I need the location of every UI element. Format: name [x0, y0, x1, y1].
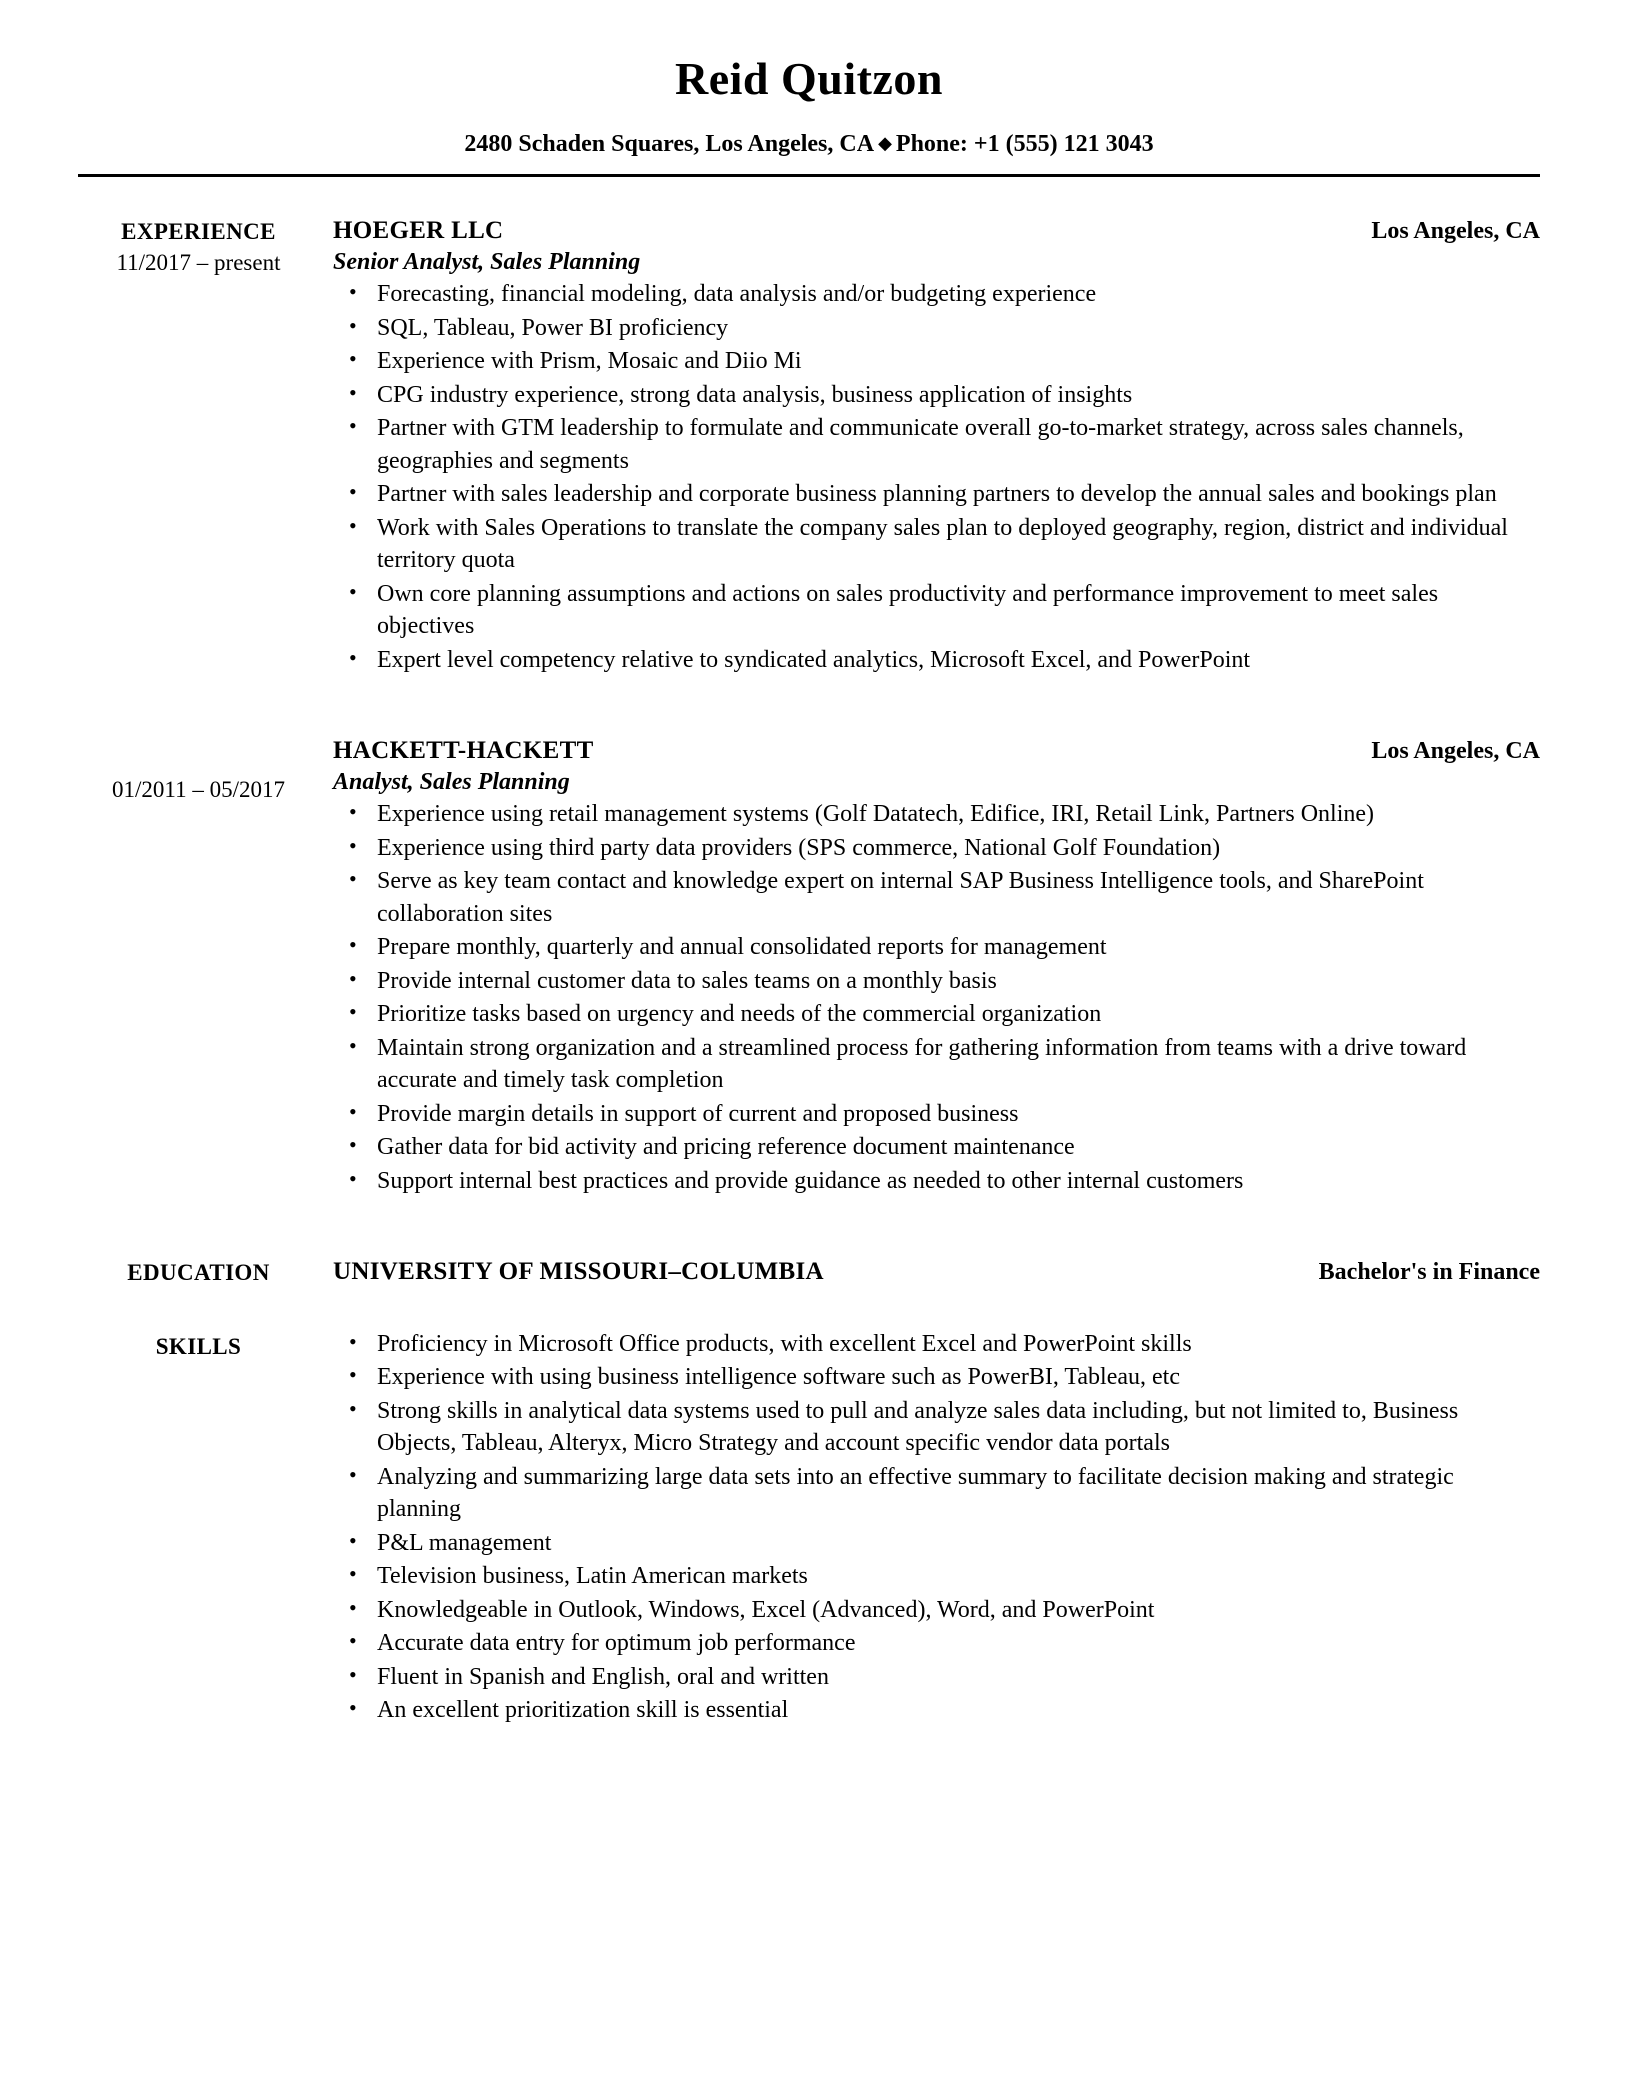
job-1-bullet-list — [333, 278, 1540, 676]
skills-details — [333, 1328, 1540, 1728]
list-item: • Television business, Latin American markets — [375, 1560, 1540, 1593]
page-title: Reid Quitzon — [675, 53, 943, 104]
contact-phone: Phone: +1 (555) 121 3043 — [895, 131, 1154, 157]
job-2-location: Los Angeles, CA — [1371, 738, 1540, 765]
contact-line — [78, 131, 1540, 158]
section-label-skills: SKILLS — [155, 1333, 242, 1359]
list-item: • Provide margin details in support of current and proposed business — [375, 1098, 1540, 1131]
list-item: • Expert level competency relative to syndicated analytics, Microsoft Excel, and PowerPoint — [375, 644, 1540, 677]
contact-address: 2480 Schaden Squares, Los Angeles, CA — [464, 131, 875, 157]
list-item: • Experience with Prism, Mosaic and Diio Mi — [375, 345, 1540, 378]
list-item: • Proficiency in Microsoft Office products, with excellent Excel and PowerPoint skills — [375, 1328, 1540, 1361]
education-school: UNIVERSITY OF MISSOURI–COLUMBIA — [333, 1258, 824, 1286]
list-item: • Partner with GTM leadership to formulate and communicate overall go-to-market strategy, across sales channels, geographies and segments — [375, 412, 1540, 477]
spacer — [78, 1288, 1540, 1328]
section-label-experience: EXPERIENCE — [121, 219, 276, 244]
skills-left-column — [78, 1328, 333, 1361]
list-item: • Support internal best practices and provide guidance as needed to other internal customers — [375, 1165, 1540, 1198]
header-divider — [78, 174, 1540, 177]
job-1-header — [333, 217, 1540, 245]
list-item: • Experience using retail management systems (Golf Datatech, Edifice, IRI, Retail Link, Partners Online) — [375, 798, 1540, 831]
job-2-header — [333, 737, 1540, 765]
diamond-separator-icon: ◆ — [878, 133, 892, 153]
job-1-location: Los Angeles, CA — [1371, 218, 1540, 244]
job-2-date-range: 01/2011 – 05/2017 — [112, 777, 285, 803]
education-section — [78, 1258, 1540, 1287]
spacer — [78, 677, 1540, 737]
list-item: • Experience with using business intelligence software such as PowerBI, Tableau, etc — [375, 1361, 1540, 1394]
experience-section-job-1 — [78, 217, 1540, 677]
job-2-bullet-list — [333, 798, 1540, 1197]
education-details — [333, 1258, 1540, 1286]
list-item: • Partner with sales leadership and corporate business planning partners to develop the annual sales and bookings plan — [375, 478, 1540, 511]
job-1-date-range: 11/2017 – present — [116, 250, 281, 276]
list-item: • Serve as key team contact and knowledge expert on internal SAP Business Intelligence tools, and SharePoint collaboration sites — [375, 865, 1540, 930]
list-item: • Provide internal customer data to sales teams on a monthly basis — [375, 965, 1540, 998]
list-item: • Work with Sales Operations to translate the company sales plan to deployed geography, region, district and individual territory quota — [375, 512, 1540, 577]
job-2-left-column — [78, 737, 333, 804]
list-item: • Accurate data entry for optimum job performance — [375, 1627, 1540, 1660]
education-left-column — [78, 1258, 333, 1287]
list-item: • Fluent in Spanish and English, oral and written — [375, 1661, 1540, 1694]
experience-section-job-2 — [78, 737, 1540, 1198]
job-1-title: Senior Analyst, Sales Planning — [333, 249, 641, 275]
skills-section — [78, 1328, 1540, 1728]
list-item: • P&L management — [375, 1527, 1540, 1560]
list-item: • An excellent prioritization skill is essential — [375, 1694, 1540, 1727]
list-item: • Strong skills in analytical data systems used to pull and analyze sales data including, but not limited to, Business Objects, Tableau, Alteryx, Micro Strategy and account specific vendor data portals — [375, 1395, 1540, 1460]
list-item: • Maintain strong organization and a streamlined process for gathering information from teams with a drive toward accurate and timely task completion — [375, 1032, 1540, 1097]
job-2-title: Analyst, Sales Planning — [333, 769, 570, 796]
list-item: • CPG industry experience, strong data analysis, business application of insights — [375, 379, 1540, 412]
job-1-company: HOEGER LLC — [333, 217, 504, 244]
list-item: • Forecasting, financial modeling, data analysis and/or budgeting experience — [375, 278, 1540, 311]
skills-bullet-list — [333, 1328, 1540, 1727]
list-item: • Knowledgeable in Outlook, Windows, Excel (Advanced), Word, and PowerPoint — [375, 1594, 1540, 1627]
spacer — [78, 1198, 1540, 1258]
experience-left-column — [78, 217, 333, 278]
list-item: • Own core planning assumptions and actions on sales productivity and performance improvement to meet sales objectives — [375, 578, 1540, 643]
list-item: • Analyzing and summarizing large data sets into an effective summary to facilitate decision making and strategic planning — [375, 1461, 1540, 1526]
job-2-details — [333, 737, 1540, 1198]
section-label-education: EDUCATION — [127, 1260, 270, 1286]
job-2-company: HACKETT-HACKETT — [333, 737, 594, 765]
education-header — [333, 1258, 1540, 1286]
list-item: • Prioritize tasks based on urgency and needs of the commercial organization — [375, 998, 1540, 1031]
education-degree: Bachelor's in Finance — [1318, 1259, 1540, 1286]
job-1-details — [333, 217, 1540, 677]
list-item: • Prepare monthly, quarterly and annual consolidated reports for management — [375, 931, 1540, 964]
list-item: • Experience using third party data providers (SPS commerce, National Golf Foundation) — [375, 832, 1540, 865]
list-item: • Gather data for bid activity and pricing reference document maintenance — [375, 1131, 1540, 1164]
list-item: • SQL, Tableau, Power BI proficiency — [375, 312, 1540, 345]
